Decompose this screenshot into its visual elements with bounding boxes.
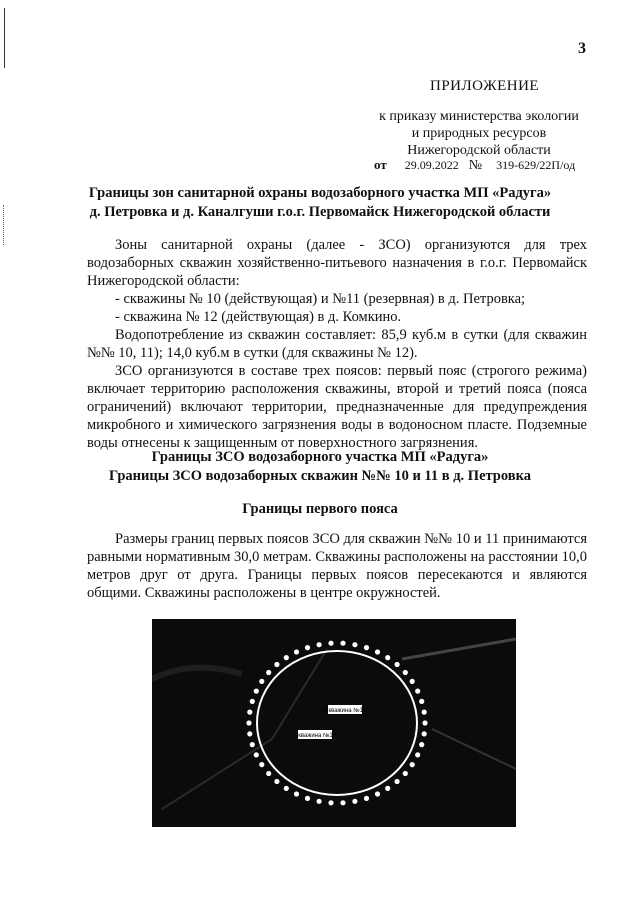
- section-title-line: Границы ЗСО водозаборного участка МП «Радуга»: [151, 449, 489, 465]
- boundary-point-marker: [375, 791, 380, 796]
- order-number: 319-629/22П/од: [496, 158, 576, 172]
- boundary-point-marker: [422, 720, 427, 725]
- boundary-point-marker: [247, 731, 252, 736]
- appendix-title: ПРИЛОЖЕНИЕ: [430, 78, 540, 94]
- boundary-point-marker: [254, 689, 259, 694]
- intro-list-item: - скважина № 12 (действующая) в д. Комкино.: [115, 309, 402, 325]
- boundary-point-marker: [422, 731, 427, 736]
- boundary-point-marker: [305, 645, 310, 650]
- boundary-point-marker: [364, 796, 369, 801]
- boundary-point-marker: [294, 649, 299, 654]
- boundary-point-marker: [410, 762, 415, 767]
- boundary-point-marker: [305, 796, 310, 801]
- boundary-point-marker: [328, 800, 333, 805]
- scan-edge-mark: [4, 8, 5, 68]
- boundary-point-marker: [364, 645, 369, 650]
- boundary-point-marker: [246, 720, 251, 725]
- boundary-point-marker: [410, 679, 415, 684]
- boundary-point-marker: [422, 710, 427, 715]
- first-zone-paragraph: [87, 530, 587, 602]
- boundary-point-marker: [403, 771, 408, 776]
- scan-edge-dots: [3, 205, 6, 245]
- well-11-label: Скважина №11: [324, 708, 366, 714]
- boundary-point-marker: [284, 655, 289, 660]
- order-date-line: [374, 157, 575, 174]
- subsection-title: Границы первого пояса: [242, 501, 398, 517]
- intro-list-item: - скважины № 10 (действующая) и №11 (резервная) в д. Петровка;: [115, 291, 526, 307]
- boundary-point-marker: [375, 649, 380, 654]
- boundary-point-marker: [294, 791, 299, 796]
- boundary-point-marker: [284, 786, 289, 791]
- boundary-point-marker: [352, 799, 357, 804]
- boundary-point-marker: [340, 641, 345, 646]
- boundary-point-marker: [395, 779, 400, 784]
- order-line: Нижегородской области: [407, 143, 551, 158]
- boundary-point-marker: [317, 799, 322, 804]
- boundary-point-marker: [259, 762, 264, 767]
- boundary-point-marker: [415, 752, 420, 757]
- boundary-point-marker: [266, 771, 271, 776]
- from-label: от: [374, 157, 387, 172]
- main-title: [40, 184, 600, 222]
- order-line: и природных ресурсов: [411, 126, 547, 141]
- intro-paragraph: Зоны санитарной охраны (далее - ЗСО) организуются для трех водозаборных скважин хозяйственно-питьевого назначения в г.о.г. Первомайск Нижегородской области:: [87, 237, 587, 289]
- page-number: 3: [578, 40, 586, 57]
- zone-map-photo: [152, 619, 516, 827]
- boundary-point-marker: [419, 742, 424, 747]
- section-title: [40, 448, 600, 486]
- water-consumption-paragraph: Водопотребление из скважин составляет: 85,9 куб.м в сутки (для скважин №№ 10, 11); 14,0 куб.м в сутки (для скважины № 12).: [87, 327, 587, 361]
- boundary-point-marker: [419, 699, 424, 704]
- section-title-line: Границы ЗСО водозаборных скважин №№ 10 и 11 в д. Петровка: [109, 468, 531, 484]
- zone-map-drawing: [152, 619, 516, 827]
- main-title-line: Границы зон санитарной охраны водозаборного участка МП «Радуга»: [88, 185, 552, 201]
- intro-text: [87, 236, 587, 452]
- boundary-point-marker: [395, 662, 400, 667]
- boundary-point-marker: [274, 662, 279, 667]
- order-date: 29.09.2022: [404, 158, 459, 172]
- appendix-order-reference: [360, 108, 598, 159]
- main-title-line: д. Петровка и д. Каналгуши г.о.г. Первомайск Нижегородской области: [89, 204, 551, 220]
- boundary-point-marker: [385, 655, 390, 660]
- zones-paragraph: ЗСО организуются в составе трех поясов: первый пояс (строгого режима) включает территорию расположения скважины, второй и третий пояса (пояса ограничений) включают территории, предназначенные для предупреждения микробного и химического загрязнения воды в водоносном пласте. Подземные воды отнесены к защищенным от поверхностного загрязнения.: [87, 363, 587, 451]
- boundary-point-marker: [250, 699, 255, 704]
- boundary-point-marker: [403, 670, 408, 675]
- boundary-point-marker: [385, 786, 390, 791]
- boundary-point-marker: [266, 670, 271, 675]
- well-10-label: Скважина №10: [293, 733, 337, 739]
- boundary-point-marker: [254, 752, 259, 757]
- order-line: к приказу министерства экологии: [379, 109, 579, 124]
- boundary-point-marker: [328, 641, 333, 646]
- boundary-point-marker: [415, 689, 420, 694]
- number-sign: №: [468, 158, 483, 173]
- boundary-point-marker: [259, 679, 264, 684]
- boundary-point-marker: [352, 642, 357, 647]
- boundary-point-marker: [317, 642, 322, 647]
- boundary-point-marker: [250, 742, 255, 747]
- boundary-point-marker: [340, 800, 345, 805]
- first-zone-text: Размеры границ первых поясов ЗСО для скважин №№ 10 и 11 принимаются равными нормативным 30,0 метрам. Скважины расположены на расстоянии 10,0 метров друг от друга. Границы первых поясов пересекаются и являются общими. Скважины расположены в центре окружностей.: [87, 531, 587, 601]
- boundary-point-marker: [274, 779, 279, 784]
- boundary-point-marker: [247, 710, 252, 715]
